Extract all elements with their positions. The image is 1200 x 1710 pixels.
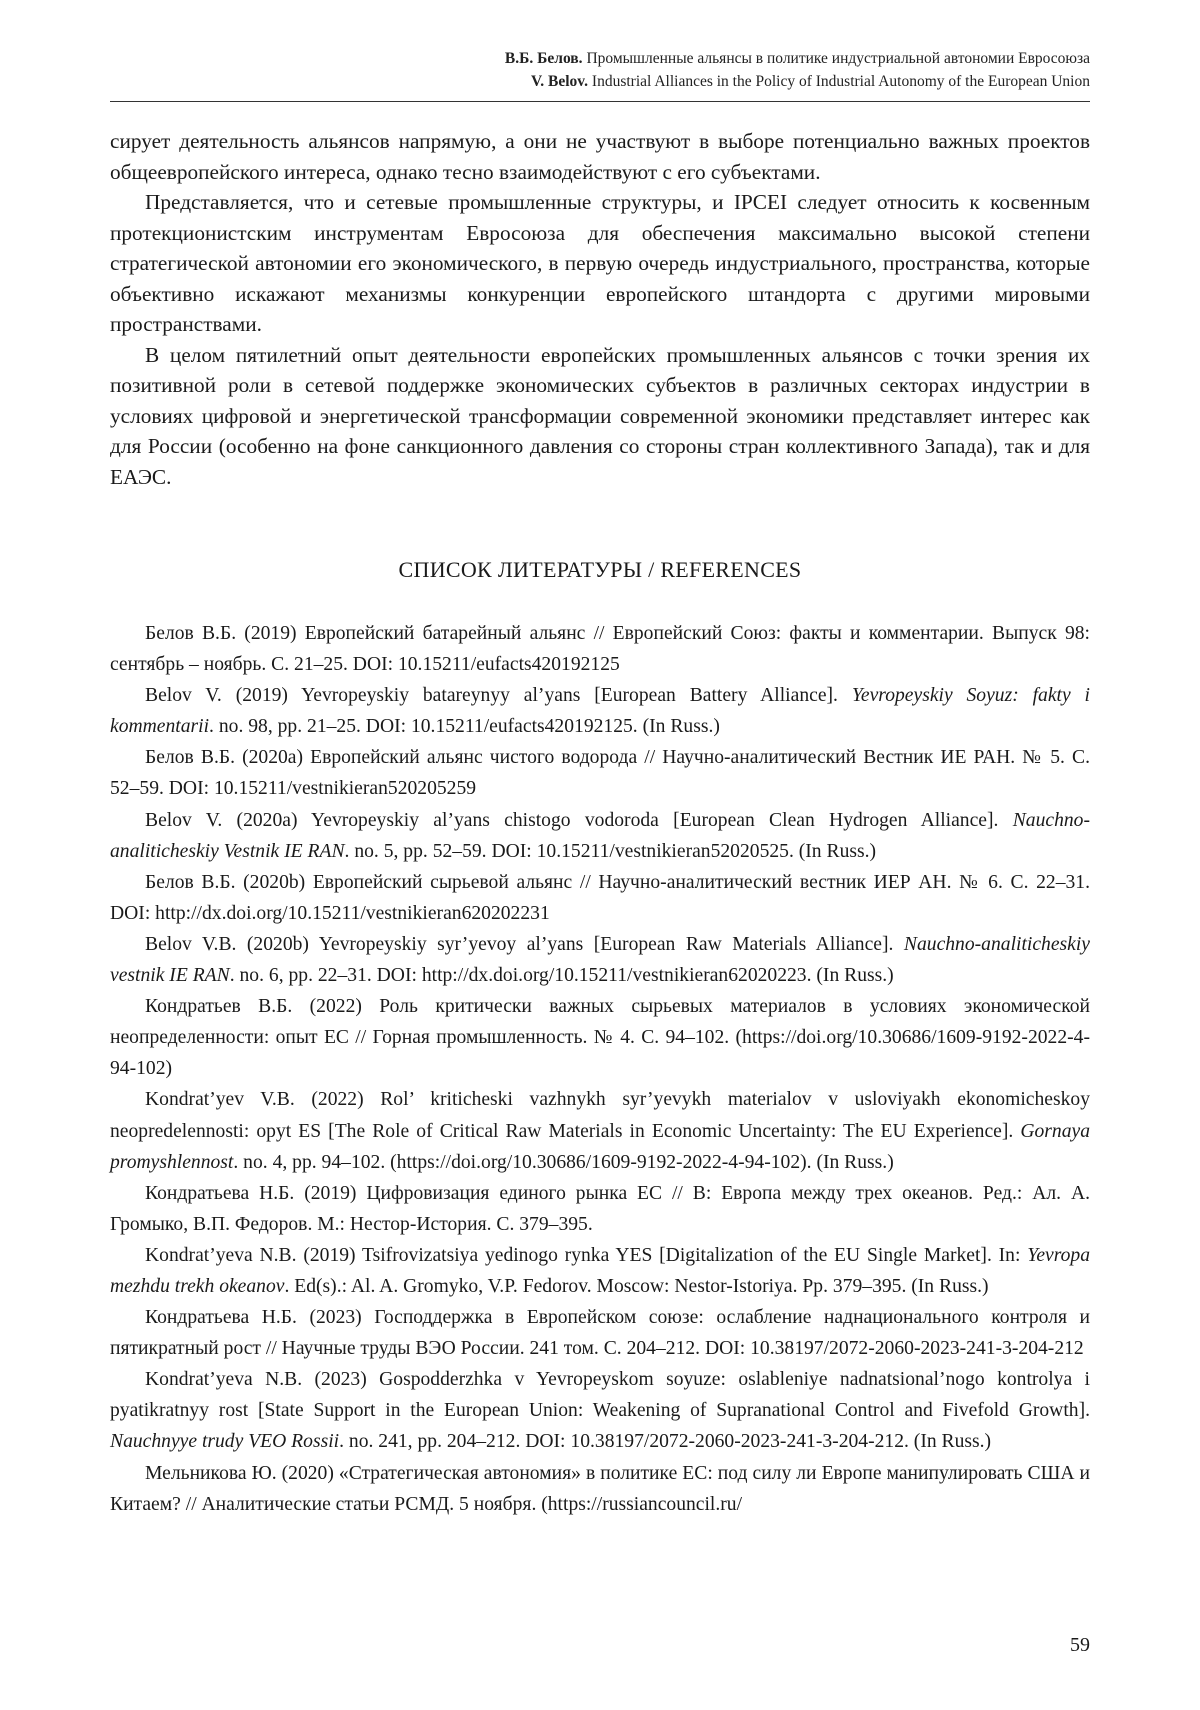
reference-item <box>110 805 1090 867</box>
reference-text: Belov V.B. (2020b) Yevropeyskiy syr’yevoy al’yans [European Raw Materials Alliance]. <box>145 933 904 955</box>
page-number: 59 <box>1070 1634 1090 1656</box>
reference-item <box>110 1084 1090 1177</box>
references-heading: СПИСОК ЛИТЕРАТУРЫ / REFERENCES <box>398 557 802 582</box>
reference-source: Nauchnyye trudy VEO Rossii <box>110 1431 340 1453</box>
reference-text: Belov V. (2019) Yevropeyskiy batareynyy al’yans [European Battery Alliance]. <box>145 685 852 707</box>
reference-source: Gornaya promyshlennost <box>110 1120 1090 1173</box>
reference-item <box>110 929 1090 991</box>
running-head-ru-title: Промышленные альянсы в политике индустриальной автономии Евросоюза <box>586 50 1090 67</box>
reference-item: Кондратьев В.Б. (2022) Роль критически важных сырьевых материалов в условиях экономической неопределенности: опыт ЕС // Горная промышленность. № 4. С. 94–102. (https://doi.org/10.30686/1609-9192-2022-4-94-102) <box>110 996 1090 1080</box>
running-head-en-author: V. Belov. <box>531 73 589 90</box>
running-head-en <box>110 70 1090 93</box>
reference-text: . no. 241, pp. 204–212. DOI: 10.38197/2072-2060-2023-241-3-204-212. (In Russ.) <box>339 1431 992 1453</box>
running-head-en-title: Industrial Alliances in the Policy of Industrial Autonomy of the European Union <box>591 73 1090 90</box>
header-divider <box>110 101 1090 102</box>
reference-item: Кондратьева Н.Б. (2023) Господдержка в Европейском союзе: ослабление наднационального контроля и пятикратный рост // Научные труды ВЭО России. 241 том. С. 204–212. DOI: 10.38197/2072-2060-2023-241-3-204-212 <box>110 1307 1090 1360</box>
body-paragraph: Представляется, что и сетевые промышленные структуры, и IPCEI следует относить к косвенным протекционистским инструментам Евросоюза для обеспечения максимально высокой степени стратегической автономии его экономического, в первую очередь индустриального, пространства, которые объективно искажают механизмы конкуренции европейского штандорта с другими мировыми пространствами. <box>110 190 1090 336</box>
references-list <box>110 618 1090 1520</box>
article-body <box>110 126 1090 492</box>
running-head-ru <box>110 47 1090 70</box>
reference-item <box>110 1364 1090 1457</box>
reference-item: Мельникова Ю. (2020) «Стратегическая автономия» в политике ЕС: под силу ли Европе манипулировать США и Китаем? // Аналитические статьи РСМД. 5 ноября. (https://russiancouncil.ru/ <box>110 1462 1090 1515</box>
reference-text: Kondrat’yeva N.B. (2023) Gospodderzhka v Yevropeyskom soyuze: oslableniye nadnatsional’nogo kontrolya i pyatikratnyy rost [State Support in the European Union: Weakening of Supranational Control and Fivefold Growth]. <box>110 1369 1090 1422</box>
reference-item: Белов В.Б. (2019) Европейский батарейный альянс // Европейский Союз: факты и комментарии. Выпуск 98: сентябрь – ноябрь. С. 21–25. DOI: 10.15211/eufacts420192125 <box>110 623 1090 676</box>
reference-source: Yevropeyskiy Soyuz: fakty i kommentarii <box>110 685 1090 738</box>
reference-text: . no. 4, pp. 94–102. (https://doi.org/10.30686/1609-9192-2022-4-94-102). (In Russ.) <box>233 1151 894 1173</box>
reference-text: . no. 98, pp. 21–25. DOI: 10.15211/eufacts420192125. (In Russ.) <box>209 716 720 738</box>
reference-text: . no. 6, pp. 22–31. DOI: http://dx.doi.org/10.15211/vestnikieran62020223. (In Russ.) <box>229 965 894 987</box>
running-head-ru-author: В.Б. Белов. <box>504 50 583 67</box>
body-paragraph: сирует деятельность альянсов напрямую, а они не участвуют в выборе потенциально важных проектов общеевропейского интереса, однако тесно взаимодействуют с его субъектами. <box>110 129 1090 184</box>
reference-source: Yevropa mezhdu trekh okeanov <box>110 1244 1090 1297</box>
body-paragraph: В целом пятилетний опыт деятельности европейских промышленных альянсов с точки зрения их позитивной роли в сетевой поддержке экономических субъектов в различных секторах индустрии в условиях цифровой и энергетической трансформации современной экономики представляет интерес как для России (особенно на фоне санкционного давления со стороны стран коллективного Запада), так и для ЕАЭС. <box>110 342 1090 489</box>
reference-text: Belov V. (2020a) Yevropeyskiy al’yans chistogo vodoroda [European Clean Hydrogen Alliance]. <box>145 809 1013 831</box>
reference-text: Kondrat’yeva N.B. (2019) Tsifrovizatsiya yedinogo rynka YES [Digitalization of the EU Single Market]. In: <box>145 1244 1028 1266</box>
reference-source: Nauchno-analiticheskiy Vestnik IE RAN <box>110 809 1090 862</box>
reference-item <box>110 680 1090 742</box>
reference-text: . Ed(s).: Al. A. Gromyko, V.P. Fedorov. Moscow: Nestor-Istoriya. Pp. 379–395. (In Russ.) <box>284 1275 989 1297</box>
reference-item: Кондратьева Н.Б. (2019) Цифровизация единого рынка ЕС // В: Европа между трех океанов. Ред.: Ал. А. Громыко, В.П. Федоров. М.: Нестор-История. С. 379–395. <box>110 1182 1090 1235</box>
reference-text: . no. 5, pp. 52–59. DOI: 10.15211/vestnikieran52020525. (In Russ.) <box>344 840 877 862</box>
reference-source: Nauchno-analiticheskiy vestnik IE RAN <box>110 933 1090 987</box>
reference-item <box>110 1240 1090 1302</box>
reference-item: Белов В.Б. (2020b) Европейский сырьевой альянс // Научно-аналитический вестник ИЕР АН. № 6. С. 22–31. DOI: http://dx.doi.org/10.15211/vestnikieran620202231 <box>110 871 1090 924</box>
running-head <box>110 47 1090 93</box>
reference-item: Белов В.Б. (2020а) Европейский альянс чистого водорода // Научно-аналитический Вестник ИЕ РАН. № 5. С. 52–59. DOI: 10.15211/vestnikieran520205259 <box>110 747 1090 800</box>
reference-text: Kondrat’yev V.B. (2022) Rol’ kriticheski vazhnykh syr’yevykh materialov v usloviyakh ekonomicheskoy neopredelennosti: opyt ES [The Role of Critical Raw Materials in Economic Uncertainty: The EU Experience]. <box>110 1089 1090 1142</box>
